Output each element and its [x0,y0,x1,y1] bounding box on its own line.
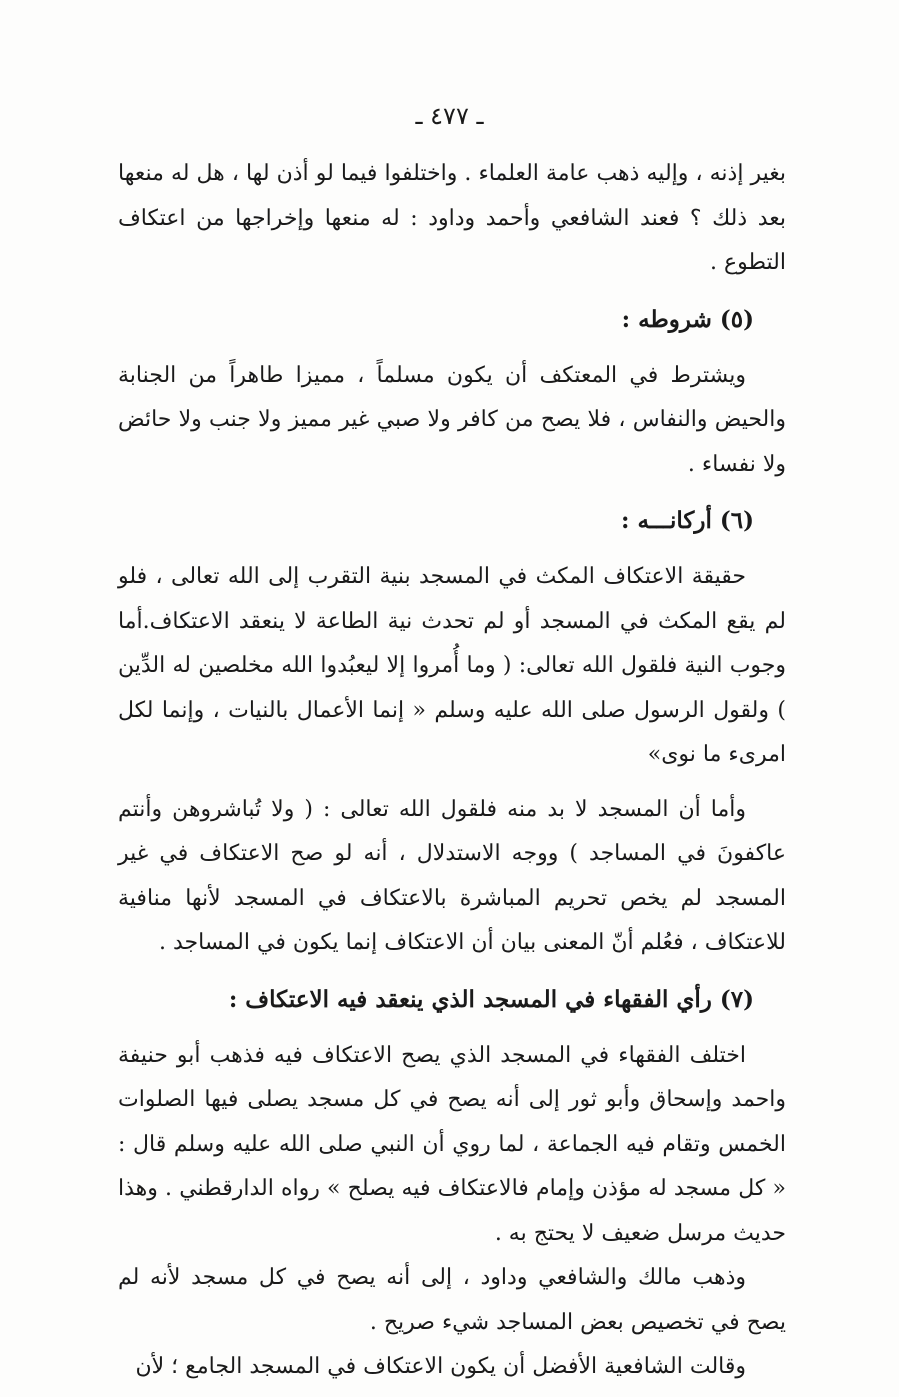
paragraph-intro: بغير إذنه ، وإليه ذهب عامة العلماء . واختلفوا فيما لو أذن لها ، هل له منعها بعد ذلك ؟ فعند الشافعي وأحمد وداود : له منعها وإخراجها من اعتكاف التطوع . [118,161,786,275]
section-heading-conditions: (٥) شروطه : [621,305,754,333]
paragraph-shafii-opinion: وقالت الشافعية الأفضل أن يكون الاعتكاف في المسجد الجامع ؛ لأن [135,1354,746,1379]
paragraph-jurists-opinion: اختلف الفقهاء في المسجد الذي يصح الاعتكاف فيه فذهب أبو حنيفة واحمد وإسحاق وأبو ثور إلى أنه يصح في كل مسجد يصلى فيها الصلوات الخمس وتقام فيه الجماعة ، لما روي أن النبي صلى الله عليه وسلم قال : « كل مسجد له مؤذن وإمام فالاعتكاف فيه يصلح » رواه الدارقطني . وهذا حديث مرسل ضعيف لا يحتج به . [118,1042,786,1246]
paragraph-pillars: حقيقة الاعتكاف المكث في المسجد بنية التقرب إلى الله تعالى ، فلو لم يقع المكث في المسجد أو لم تحدث نية الطاعة لا ينعقد الاعتكاف.أما وجوب النية فلقول الله تعالى: ( وما أُمروا إلا ليعبُدوا الله مخلصين له الدِّين ) ولقول الرسول صلى الله عليه وسلم « إنما الأعمال بالنيات ، وإنما لكل امرىء ما نوى» [118,564,786,767]
page-number: ـ ٤٧٧ ـ [415,102,484,130]
paragraph-mosque-requirement: وأما أن المسجد لا بد منه فلقول الله تعالى : ( ولا تُباشروهن وأنتم عاكفونَ في المساجد ) ووجه الاستدلال ، أنه لو صح الاعتكاف في غير المسجد لم يخص تحريم المباشرة بالاعتكاف في المسجد لأنها منافية للاعتكاف ، فعُلم أنّ المعنى بيان أن الاعتكاف إنما يكون في المساجد . [118,796,786,955]
paragraph-malik-opinion: وذهب مالك والشافعي وداود ، إلى أنه يصح في كل مسجد لأنه لم يصح في تخصيص بعض المساجد شيء صريح . [118,1265,786,1335]
page-content [118,152,786,1390]
section-heading-jurists-opinion: (٧) رأي الفقهاء في المسجد الذي ينعقد فيه الاعتكاف : [228,985,754,1013]
section-heading-pillars: (٦) أركانـــه : [620,507,754,534]
paragraph-conditions: ويشترط في المعتكف أن يكون مسلماً ، مميزا طاهراً من الجنابة والحيض والنفاس ، فلا يصح من كافر ولا صبي غير مميز ولا جنب ولا حائض ولا نفساء . [118,362,786,477]
spacer [118,778,786,788]
